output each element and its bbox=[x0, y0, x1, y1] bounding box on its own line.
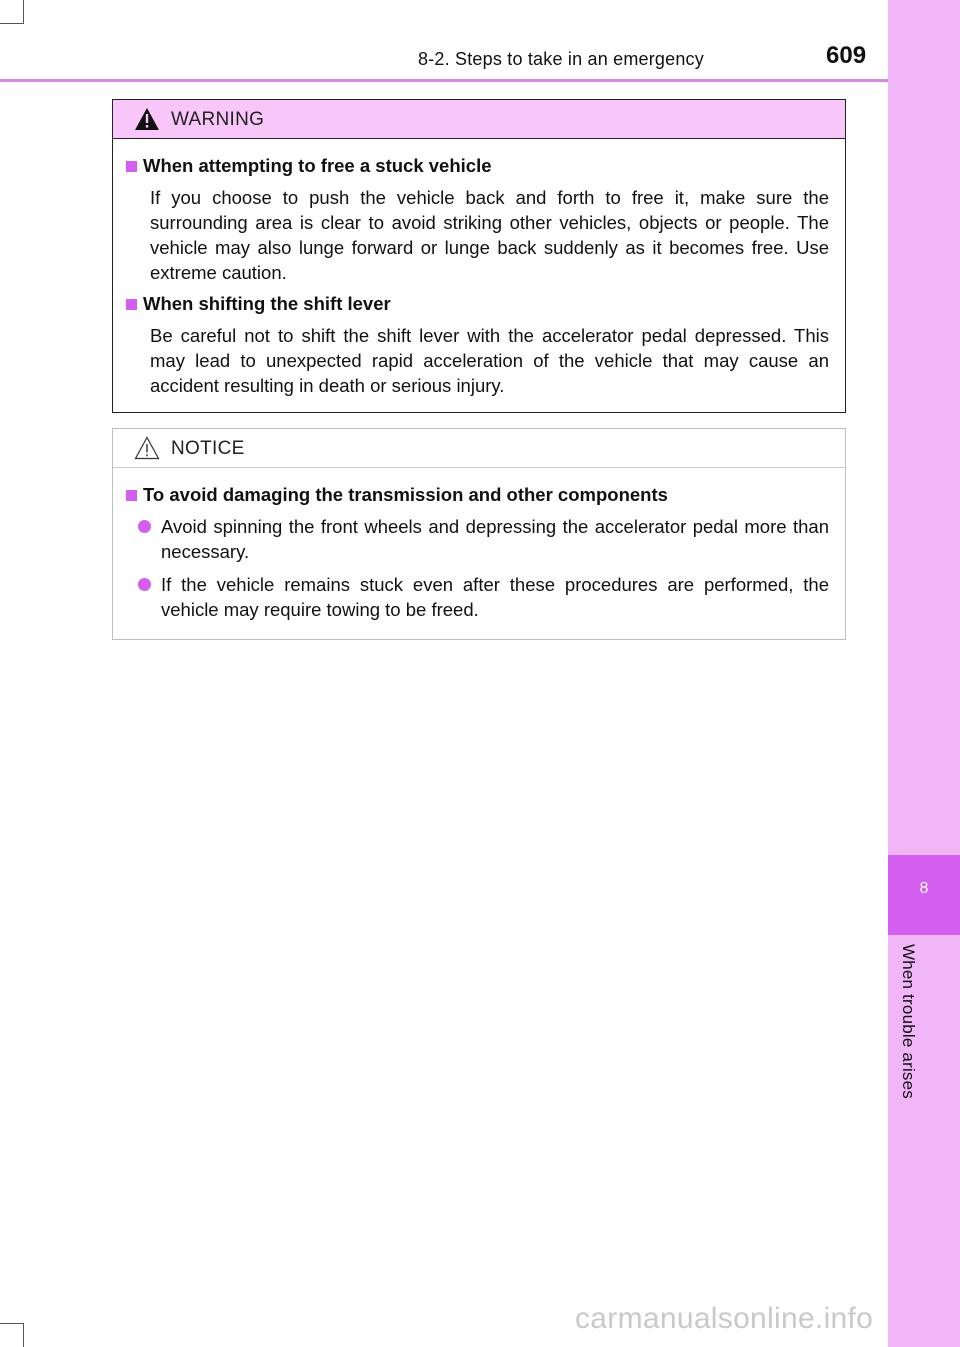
watermark: carmanualsonline.info bbox=[575, 1302, 874, 1335]
chapter-title: When trouble arises bbox=[899, 944, 918, 1099]
warning-item-title bbox=[126, 155, 829, 177]
notice-item-title bbox=[126, 484, 829, 506]
notice-label: NOTICE bbox=[171, 438, 245, 459]
warning-label: WARNING bbox=[171, 109, 265, 130]
crop-mark bbox=[23, 0, 24, 24]
notice-box bbox=[112, 428, 846, 640]
notice-bullet-item bbox=[138, 572, 829, 622]
warning-item-title-text: When attempting to free a stuck vehicle bbox=[143, 155, 492, 176]
square-bullet-icon bbox=[126, 490, 137, 501]
warning-body bbox=[113, 139, 845, 398]
crop-mark bbox=[0, 1323, 24, 1324]
warning-item-title-text: When shifting the shift lever bbox=[143, 293, 391, 314]
notice-body bbox=[113, 468, 845, 622]
page-number: 609 bbox=[826, 42, 867, 69]
notice-item-title-text: To avoid damaging the transmission and other components bbox=[143, 484, 668, 505]
chapter-number: 8 bbox=[919, 880, 929, 897]
crop-mark bbox=[0, 23, 24, 24]
notice-bullet-item bbox=[138, 514, 829, 564]
caution-triangle-icon bbox=[134, 436, 160, 460]
square-bullet-icon bbox=[126, 299, 137, 310]
header-rule bbox=[0, 79, 888, 82]
square-bullet-icon bbox=[126, 161, 137, 172]
round-bullet-icon bbox=[138, 520, 151, 533]
warning-item-paragraph: If you choose to push the vehicle back and forth to free it, make sure the surrounding area is clear to avoid striking other vehicles, objects or people. The vehicle may also lunge forward or lunge back suddenly as it becomes free. Use extreme caution. bbox=[150, 187, 829, 283]
notice-bullet-text: If the vehicle remains stuck even after these procedures are performed, the vehicle may require towing to be freed. bbox=[161, 574, 829, 620]
chapter-side-tab bbox=[888, 0, 960, 1347]
notice-bullet-text: Avoid spinning the front wheels and depressing the accelerator pedal more than necessary. bbox=[161, 516, 829, 562]
round-bullet-icon bbox=[138, 578, 151, 591]
section-heading: 8-2. Steps to take in an emergency bbox=[418, 49, 704, 69]
warning-item-paragraph: Be careful not to shift the shift lever with the accelerator pedal depressed. This may lead to unexpected rapid acceleration of the vehicle that may cause an accident resulting in death or serious injury. bbox=[150, 325, 829, 396]
warning-item-title bbox=[126, 293, 829, 315]
warning-box bbox=[112, 99, 846, 413]
crop-mark bbox=[23, 1323, 24, 1347]
warning-triangle-icon bbox=[134, 107, 160, 131]
notice-header bbox=[113, 429, 845, 468]
warning-header bbox=[113, 100, 845, 139]
